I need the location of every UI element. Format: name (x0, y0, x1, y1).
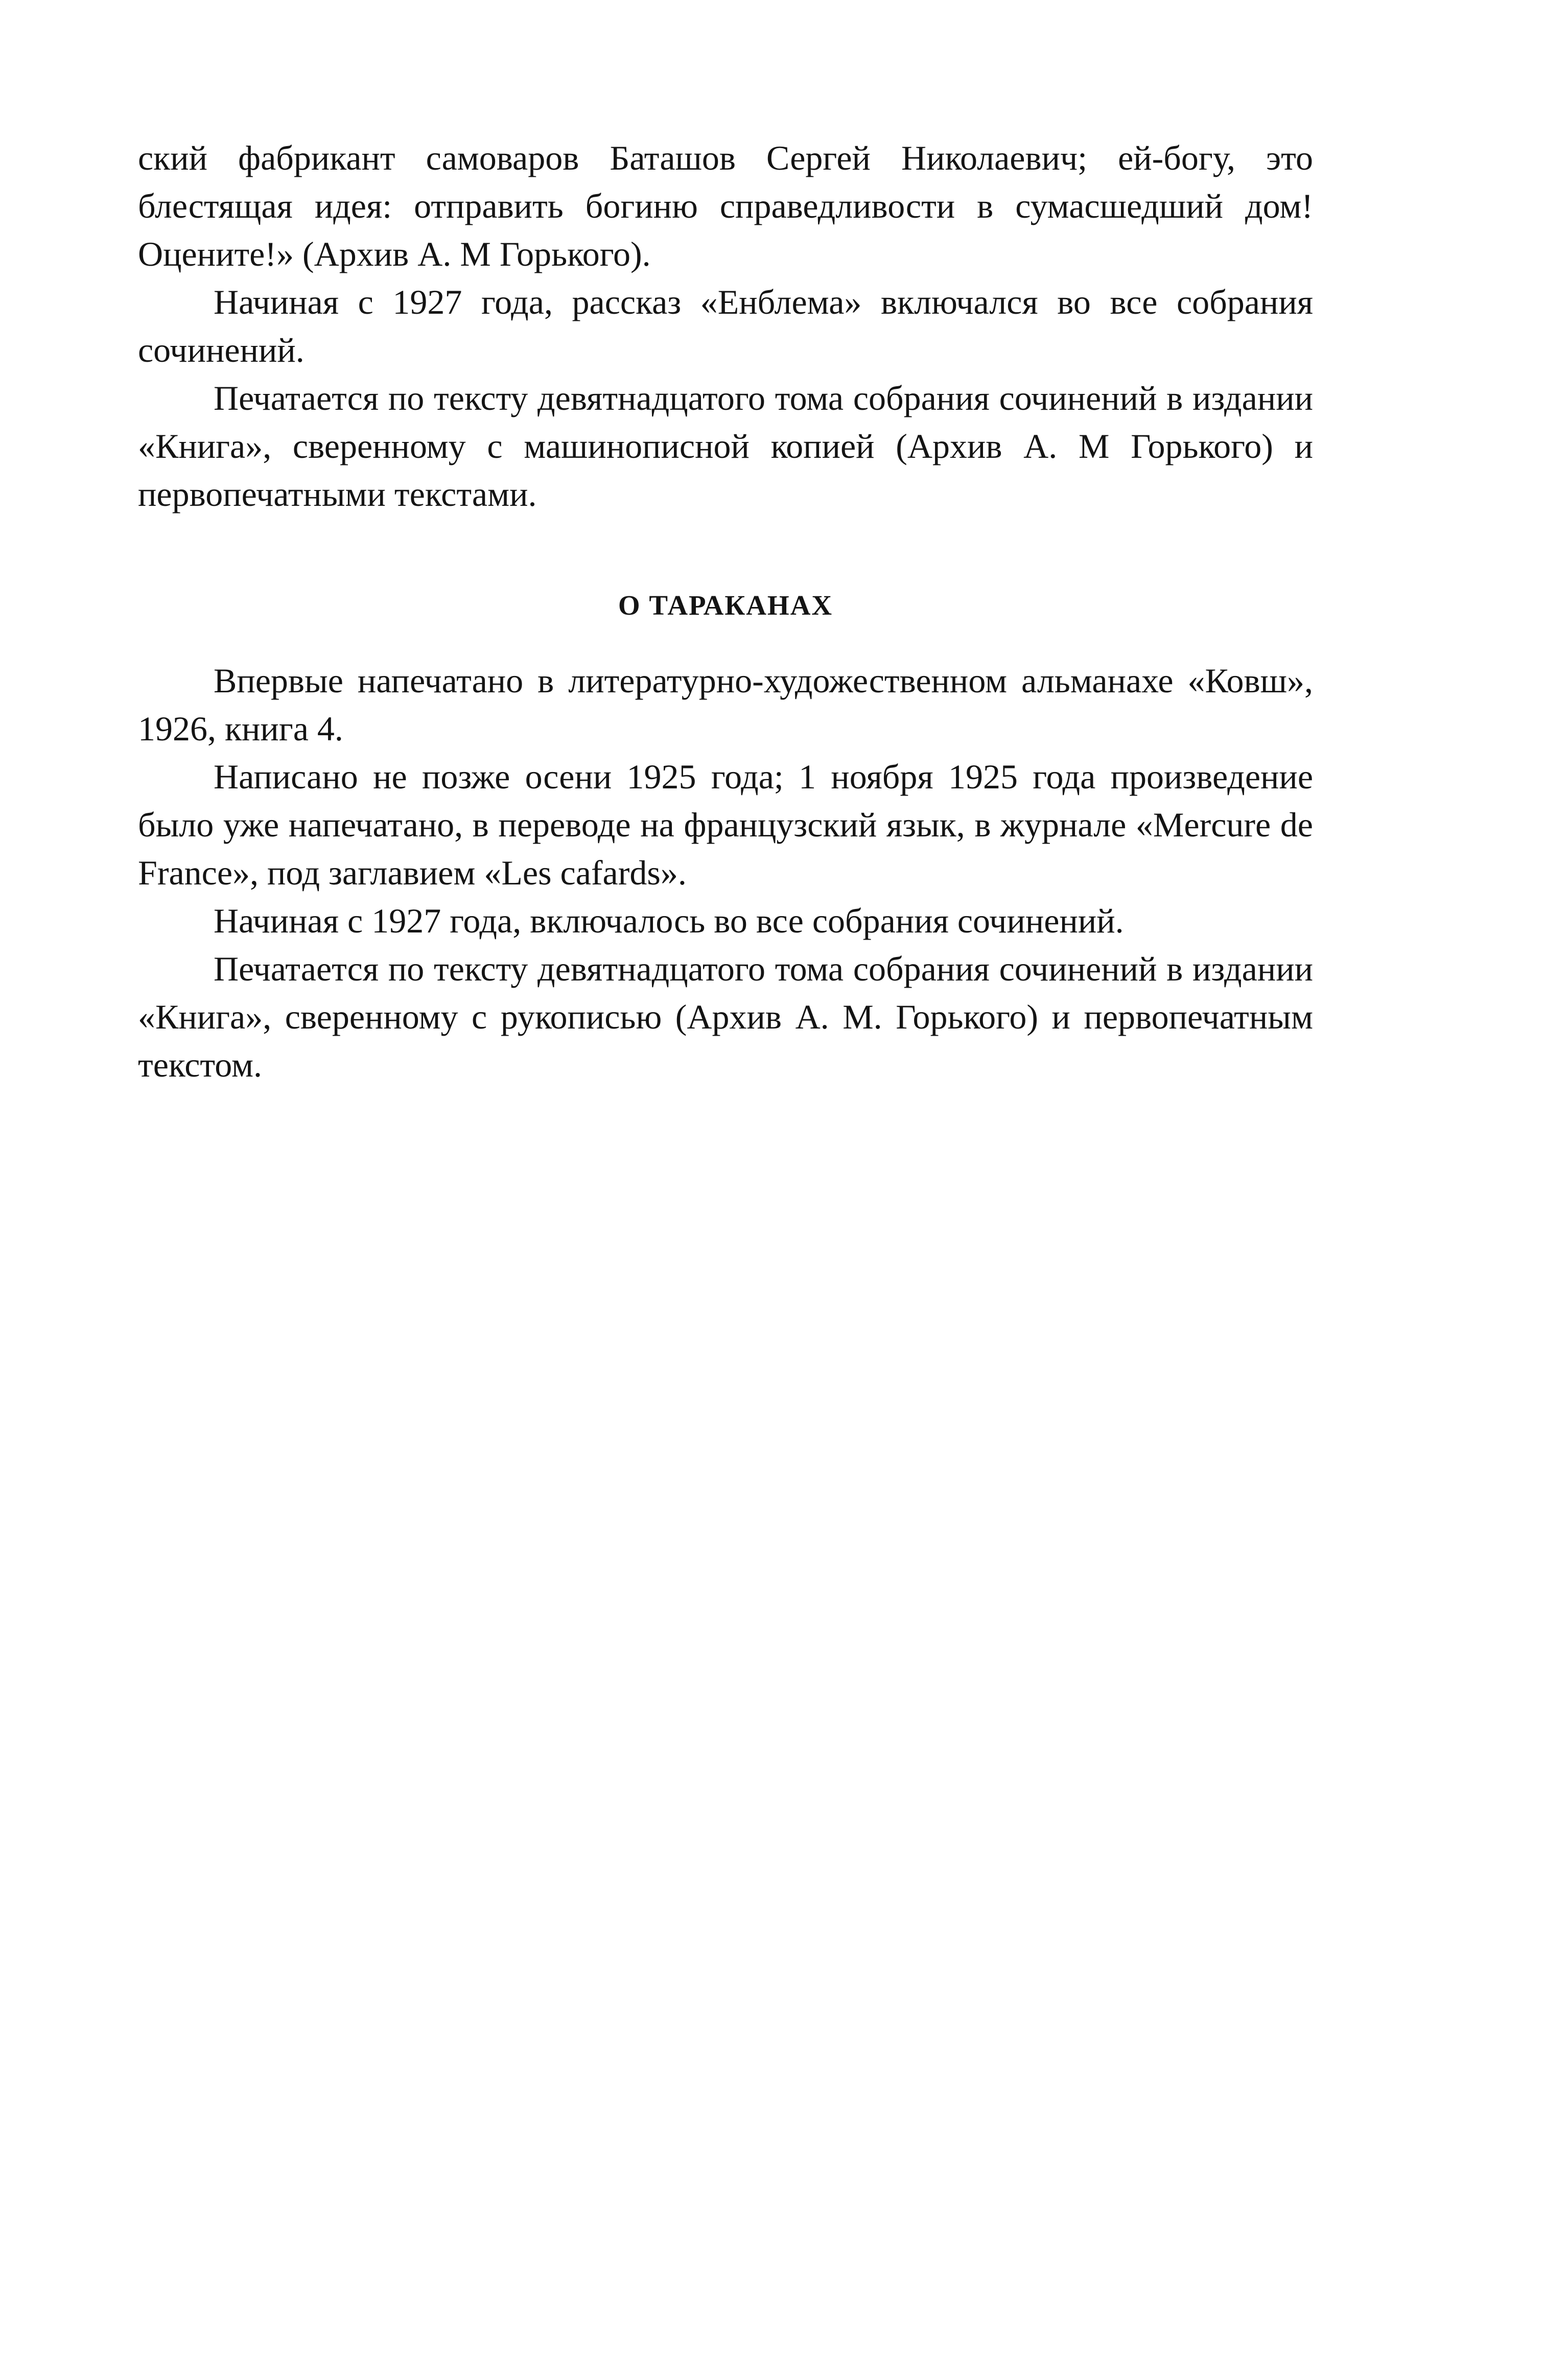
section-heading: О ТАРАКАНАХ (618, 590, 833, 621)
section-paragraph-written: Написано не позже осени 1925 года; 1 ноября 1925 года произведение было уже напечатано, в переводе на французский язык, в журнале «Mercure de France», под заглавием «Les cafards». (138, 757, 1313, 892)
continuation-paragraph: ский фабрикант самоваров Баташов Сергей Николаевич; ей-богу, это блестящая идея: отправить богиню справедливости в сумасшедший дом! Оцените!» (Архив А. М Горького). (138, 138, 1313, 273)
document-page (138, 134, 1313, 1089)
enblema-note-source-text: Печатается по тексту девятнадцатого тома собрания сочинений в издании «Книга», сверенному с машинописной копией (Архив А. М Горького) и первопечатными текстами. (138, 379, 1313, 513)
section-paragraph-collected-works: Начиная с 1927 года, включалось во все собрания сочинений. (214, 901, 1124, 940)
section-paragraph-source-text: Печатается по тексту девятнадцатого тома собрания сочинений в издании «Книга», сверенному с рукописью (Архив А. М. Горького) и первопечатным текстом. (138, 949, 1313, 1084)
enblema-note-collected-works: Начиная с 1927 года, рассказ «Енблема» включался во все собрания сочинений. (138, 283, 1313, 369)
section-paragraph-first-publication: Впервые напечатано в литературно-художественном альманахе «Ковш», 1926, книга 4. (138, 661, 1313, 748)
